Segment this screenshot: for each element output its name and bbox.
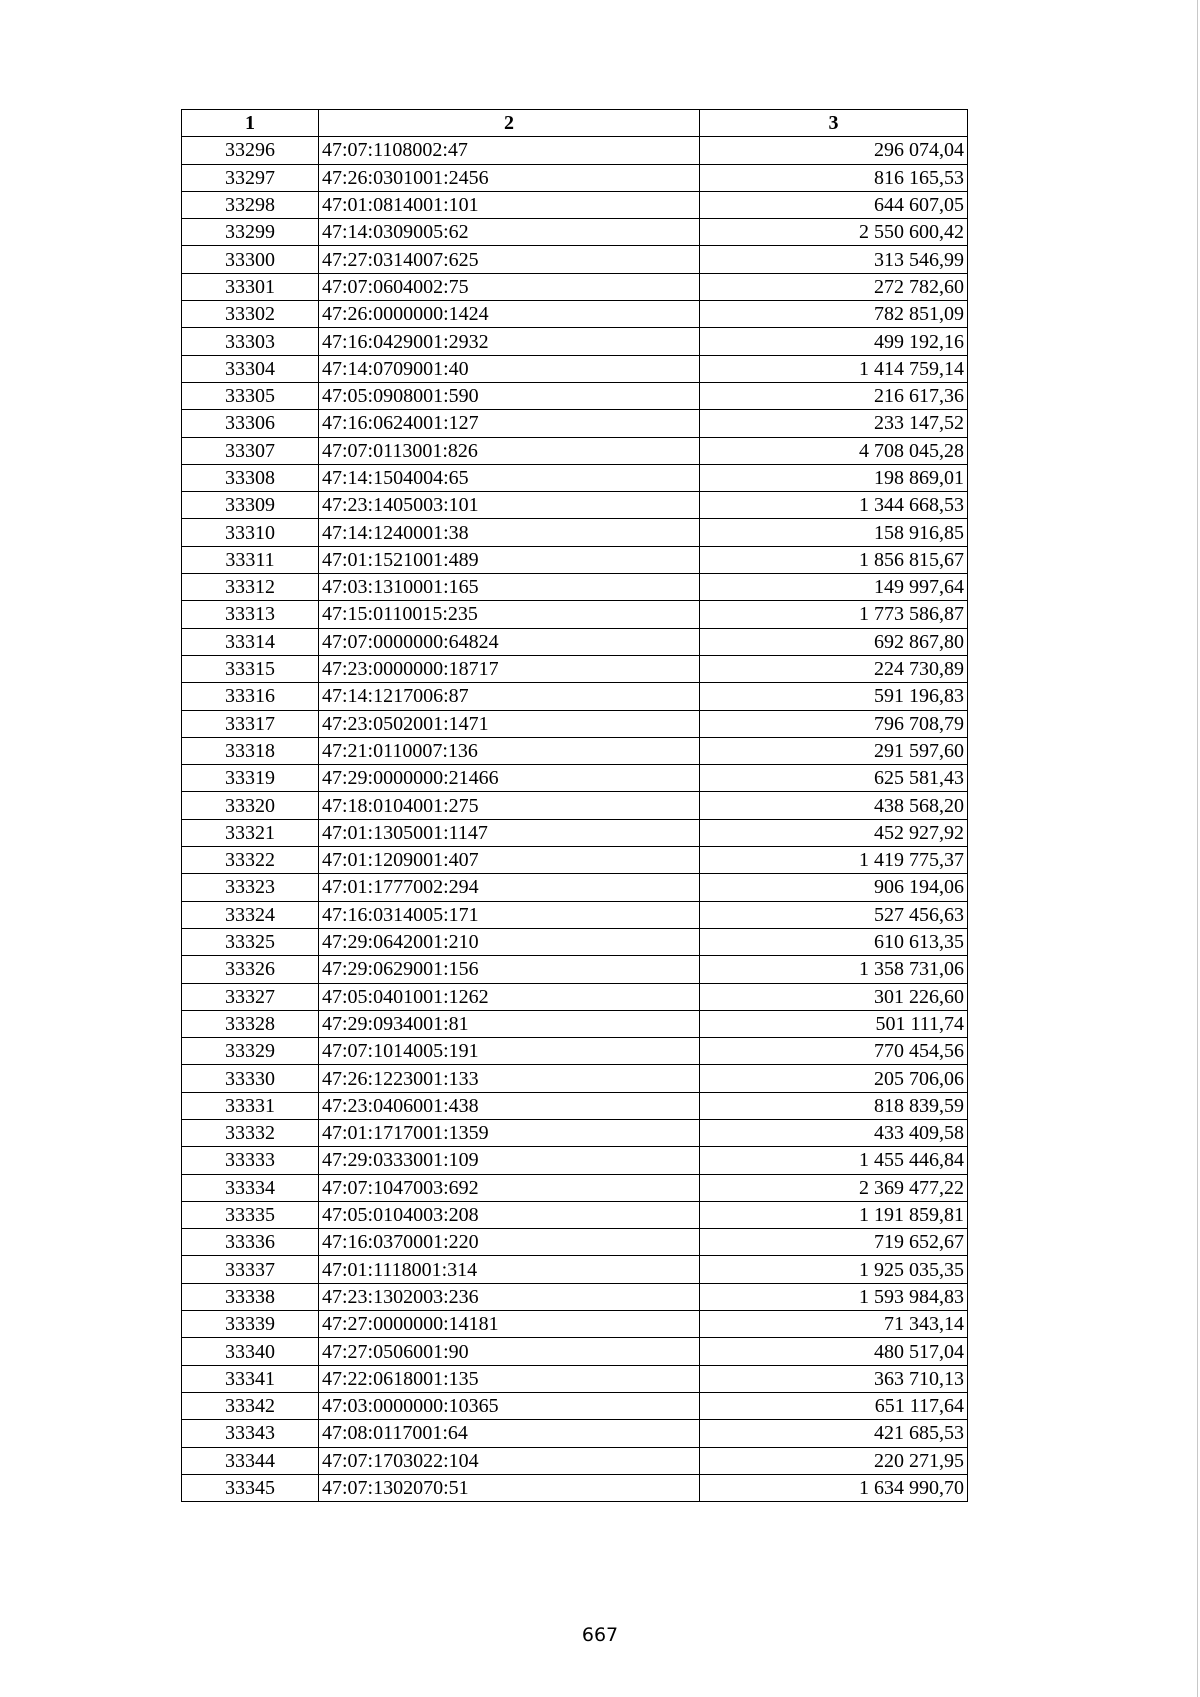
table-row bbox=[182, 519, 968, 546]
row-number-cell: 33316 bbox=[182, 683, 319, 710]
table-row bbox=[182, 601, 968, 628]
value-cell: 651 117,64 bbox=[700, 1392, 968, 1419]
row-number-cell: 33336 bbox=[182, 1229, 319, 1256]
table-row bbox=[182, 246, 968, 273]
value-cell: 1 358 731,06 bbox=[700, 956, 968, 983]
row-number-cell: 33302 bbox=[182, 301, 319, 328]
row-number-cell: 33326 bbox=[182, 956, 319, 983]
cadastral-number-cell: 47:14:1504004:65 bbox=[319, 464, 700, 491]
value-cell: 363 710,13 bbox=[700, 1365, 968, 1392]
cadastral-number-cell: 47:14:0309005:62 bbox=[319, 219, 700, 246]
cadastral-number-cell: 47:22:0618001:135 bbox=[319, 1365, 700, 1392]
table-row bbox=[182, 983, 968, 1010]
table-row bbox=[182, 219, 968, 246]
value-cell: 625 581,43 bbox=[700, 765, 968, 792]
registry-table bbox=[181, 109, 968, 1502]
cadastral-number-cell: 47:15:0110015:235 bbox=[319, 601, 700, 628]
cadastral-number-cell: 47:29:0000000:21466 bbox=[319, 765, 700, 792]
cadastral-number-cell: 47:07:1014005:191 bbox=[319, 1038, 700, 1065]
row-number-cell: 33331 bbox=[182, 1092, 319, 1119]
cadastral-number-cell: 47:01:0814001:101 bbox=[319, 191, 700, 218]
row-number-cell: 33310 bbox=[182, 519, 319, 546]
cadastral-number-cell: 47:27:0314007:625 bbox=[319, 246, 700, 273]
row-number-cell: 33323 bbox=[182, 874, 319, 901]
cadastral-number-cell: 47:07:0113001:826 bbox=[319, 437, 700, 464]
table-body bbox=[182, 137, 968, 1502]
value-cell: 1 191 859,81 bbox=[700, 1201, 968, 1228]
cadastral-number-cell: 47:05:0104003:208 bbox=[319, 1201, 700, 1228]
row-number-cell: 33333 bbox=[182, 1147, 319, 1174]
value-cell: 1 773 586,87 bbox=[700, 601, 968, 628]
row-number-cell: 33342 bbox=[182, 1392, 319, 1419]
row-number-cell: 33304 bbox=[182, 355, 319, 382]
row-number-cell: 33337 bbox=[182, 1256, 319, 1283]
row-number-cell: 33319 bbox=[182, 765, 319, 792]
cadastral-number-cell: 47:07:1047003:692 bbox=[319, 1174, 700, 1201]
value-cell: 527 456,63 bbox=[700, 901, 968, 928]
value-cell: 1 419 775,37 bbox=[700, 847, 968, 874]
row-number-cell: 33320 bbox=[182, 792, 319, 819]
table-row bbox=[182, 328, 968, 355]
row-number-cell: 33308 bbox=[182, 464, 319, 491]
value-cell: 149 997,64 bbox=[700, 574, 968, 601]
table-row bbox=[182, 164, 968, 191]
value-cell: 4 708 045,28 bbox=[700, 437, 968, 464]
value-cell: 906 194,06 bbox=[700, 874, 968, 901]
cadastral-number-cell: 47:07:1108002:47 bbox=[319, 137, 700, 164]
value-cell: 438 568,20 bbox=[700, 792, 968, 819]
table-row bbox=[182, 765, 968, 792]
row-number-cell: 33312 bbox=[182, 574, 319, 601]
table-row bbox=[182, 956, 968, 983]
row-number-cell: 33324 bbox=[182, 901, 319, 928]
row-number-cell: 33315 bbox=[182, 655, 319, 682]
table-row bbox=[182, 1201, 968, 1228]
row-number-cell: 33307 bbox=[182, 437, 319, 464]
value-cell: 816 165,53 bbox=[700, 164, 968, 191]
value-cell: 1 593 984,83 bbox=[700, 1283, 968, 1310]
value-cell: 499 192,16 bbox=[700, 328, 968, 355]
table-row bbox=[182, 1065, 968, 1092]
row-number-cell: 33305 bbox=[182, 382, 319, 409]
value-cell: 1 455 446,84 bbox=[700, 1147, 968, 1174]
table-header bbox=[182, 110, 968, 137]
value-cell: 313 546,99 bbox=[700, 246, 968, 273]
row-number-cell: 33330 bbox=[182, 1065, 319, 1092]
value-cell: 1 925 035,35 bbox=[700, 1256, 968, 1283]
cadastral-number-cell: 47:26:0000000:1424 bbox=[319, 301, 700, 328]
cadastral-number-cell: 47:27:0000000:14181 bbox=[319, 1311, 700, 1338]
table-row bbox=[182, 1447, 968, 1474]
column-header-1: 1 bbox=[182, 110, 319, 137]
cadastral-number-cell: 47:14:1217006:87 bbox=[319, 683, 700, 710]
cadastral-number-cell: 47:05:0401001:1262 bbox=[319, 983, 700, 1010]
row-number-cell: 33306 bbox=[182, 410, 319, 437]
value-cell: 216 617,36 bbox=[700, 382, 968, 409]
table-row bbox=[182, 273, 968, 300]
table-row bbox=[182, 137, 968, 164]
table-row bbox=[182, 1174, 968, 1201]
table-row bbox=[182, 410, 968, 437]
value-cell: 1 856 815,67 bbox=[700, 546, 968, 573]
table-row bbox=[182, 191, 968, 218]
table-row bbox=[182, 546, 968, 573]
row-number-cell: 33325 bbox=[182, 928, 319, 955]
cadastral-number-cell: 47:26:1223001:133 bbox=[319, 1065, 700, 1092]
row-number-cell: 33344 bbox=[182, 1447, 319, 1474]
value-cell: 501 111,74 bbox=[700, 1010, 968, 1037]
row-number-cell: 33309 bbox=[182, 492, 319, 519]
cadastral-number-cell: 47:01:1305001:1147 bbox=[319, 819, 700, 846]
row-number-cell: 33303 bbox=[182, 328, 319, 355]
cadastral-number-cell: 47:01:1717001:1359 bbox=[319, 1119, 700, 1146]
cadastral-number-cell: 47:01:1777002:294 bbox=[319, 874, 700, 901]
cadastral-number-cell: 47:16:0314005:171 bbox=[319, 901, 700, 928]
cadastral-number-cell: 47:23:1302003:236 bbox=[319, 1283, 700, 1310]
cadastral-number-cell: 47:29:0642001:210 bbox=[319, 928, 700, 955]
cadastral-number-cell: 47:07:0000000:64824 bbox=[319, 628, 700, 655]
row-number-cell: 33314 bbox=[182, 628, 319, 655]
row-number-cell: 33313 bbox=[182, 601, 319, 628]
value-cell: 224 730,89 bbox=[700, 655, 968, 682]
row-number-cell: 33341 bbox=[182, 1365, 319, 1392]
value-cell: 1 634 990,70 bbox=[700, 1474, 968, 1501]
row-number-cell: 33297 bbox=[182, 164, 319, 191]
value-cell: 198 869,01 bbox=[700, 464, 968, 491]
cadastral-number-cell: 47:07:1703022:104 bbox=[319, 1447, 700, 1474]
table-row bbox=[182, 1119, 968, 1146]
value-cell: 421 685,53 bbox=[700, 1420, 968, 1447]
cadastral-number-cell: 47:07:1302070:51 bbox=[319, 1474, 700, 1501]
table-row bbox=[182, 1147, 968, 1174]
row-number-cell: 33327 bbox=[182, 983, 319, 1010]
value-cell: 591 196,83 bbox=[700, 683, 968, 710]
value-cell: 71 343,14 bbox=[700, 1311, 968, 1338]
table-row bbox=[182, 1256, 968, 1283]
row-number-cell: 33339 bbox=[182, 1311, 319, 1338]
cadastral-number-cell: 47:05:0908001:590 bbox=[319, 382, 700, 409]
cadastral-number-cell: 47:16:0429001:2932 bbox=[319, 328, 700, 355]
value-cell: 233 147,52 bbox=[700, 410, 968, 437]
cadastral-number-cell: 47:03:0000000:10365 bbox=[319, 1392, 700, 1419]
row-number-cell: 33296 bbox=[182, 137, 319, 164]
row-number-cell: 33340 bbox=[182, 1338, 319, 1365]
table-row bbox=[182, 1338, 968, 1365]
page-number: 667 bbox=[581, 1624, 619, 1646]
row-number-cell: 33321 bbox=[182, 819, 319, 846]
table-row bbox=[182, 710, 968, 737]
table-row bbox=[182, 628, 968, 655]
page-edge-line bbox=[1197, 0, 1198, 1697]
value-cell: 644 607,05 bbox=[700, 191, 968, 218]
cadastral-number-cell: 47:08:0117001:64 bbox=[319, 1420, 700, 1447]
value-cell: 2 369 477,22 bbox=[700, 1174, 968, 1201]
value-cell: 291 597,60 bbox=[700, 737, 968, 764]
value-cell: 272 782,60 bbox=[700, 273, 968, 300]
value-cell: 796 708,79 bbox=[700, 710, 968, 737]
table-row bbox=[182, 847, 968, 874]
table-row bbox=[182, 382, 968, 409]
cadastral-number-cell: 47:01:1118001:314 bbox=[319, 1256, 700, 1283]
table-row bbox=[182, 874, 968, 901]
table-row bbox=[182, 1010, 968, 1037]
cadastral-number-cell: 47:23:0502001:1471 bbox=[319, 710, 700, 737]
cadastral-number-cell: 47:29:0629001:156 bbox=[319, 956, 700, 983]
row-number-cell: 33345 bbox=[182, 1474, 319, 1501]
table-row bbox=[182, 1283, 968, 1310]
table-row bbox=[182, 737, 968, 764]
cadastral-number-cell: 47:27:0506001:90 bbox=[319, 1338, 700, 1365]
table-row bbox=[182, 437, 968, 464]
table-row bbox=[182, 655, 968, 682]
row-number-cell: 33329 bbox=[182, 1038, 319, 1065]
value-cell: 2 550 600,42 bbox=[700, 219, 968, 246]
cadastral-number-cell: 47:18:0104001:275 bbox=[319, 792, 700, 819]
table-row bbox=[182, 574, 968, 601]
cadastral-number-cell: 47:23:1405003:101 bbox=[319, 492, 700, 519]
table-row bbox=[182, 355, 968, 382]
table-row bbox=[182, 792, 968, 819]
row-number-cell: 33328 bbox=[182, 1010, 319, 1037]
cadastral-number-cell: 47:16:0370001:220 bbox=[319, 1229, 700, 1256]
row-number-cell: 33343 bbox=[182, 1420, 319, 1447]
table-row bbox=[182, 1420, 968, 1447]
row-number-cell: 33318 bbox=[182, 737, 319, 764]
cadastral-number-cell: 47:21:0110007:136 bbox=[319, 737, 700, 764]
row-number-cell: 33322 bbox=[182, 847, 319, 874]
table-row bbox=[182, 901, 968, 928]
column-header-2: 2 bbox=[319, 110, 700, 137]
cadastral-number-cell: 47:23:0000000:18717 bbox=[319, 655, 700, 682]
cadastral-number-cell: 47:03:1310001:165 bbox=[319, 574, 700, 601]
cadastral-number-cell: 47:29:0333001:109 bbox=[319, 1147, 700, 1174]
row-number-cell: 33300 bbox=[182, 246, 319, 273]
table-row bbox=[182, 683, 968, 710]
cadastral-number-cell: 47:23:0406001:438 bbox=[319, 1092, 700, 1119]
value-cell: 1 344 668,53 bbox=[700, 492, 968, 519]
cadastral-number-cell: 47:16:0624001:127 bbox=[319, 410, 700, 437]
table-row bbox=[182, 928, 968, 955]
value-cell: 220 271,95 bbox=[700, 1447, 968, 1474]
value-cell: 158 916,85 bbox=[700, 519, 968, 546]
value-cell: 818 839,59 bbox=[700, 1092, 968, 1119]
row-number-cell: 33334 bbox=[182, 1174, 319, 1201]
table-row bbox=[182, 1392, 968, 1419]
header-row bbox=[182, 110, 968, 137]
row-number-cell: 33298 bbox=[182, 191, 319, 218]
table-row bbox=[182, 1311, 968, 1338]
table-row bbox=[182, 1092, 968, 1119]
row-number-cell: 33317 bbox=[182, 710, 319, 737]
value-cell: 1 414 759,14 bbox=[700, 355, 968, 382]
value-cell: 770 454,56 bbox=[700, 1038, 968, 1065]
table-row bbox=[182, 464, 968, 491]
cadastral-number-cell: 47:01:1209001:407 bbox=[319, 847, 700, 874]
table-row bbox=[182, 1038, 968, 1065]
row-number-cell: 33338 bbox=[182, 1283, 319, 1310]
table-row bbox=[182, 1474, 968, 1501]
row-number-cell: 33335 bbox=[182, 1201, 319, 1228]
table-row bbox=[182, 301, 968, 328]
value-cell: 719 652,67 bbox=[700, 1229, 968, 1256]
table-row bbox=[182, 492, 968, 519]
row-number-cell: 33299 bbox=[182, 219, 319, 246]
table-row bbox=[182, 1229, 968, 1256]
table-row bbox=[182, 1365, 968, 1392]
value-cell: 296 074,04 bbox=[700, 137, 968, 164]
value-cell: 452 927,92 bbox=[700, 819, 968, 846]
cadastral-number-cell: 47:01:1521001:489 bbox=[319, 546, 700, 573]
cadastral-number-cell: 47:07:0604002:75 bbox=[319, 273, 700, 300]
row-number-cell: 33301 bbox=[182, 273, 319, 300]
value-cell: 205 706,06 bbox=[700, 1065, 968, 1092]
cadastral-number-cell: 47:29:0934001:81 bbox=[319, 1010, 700, 1037]
cadastral-number-cell: 47:26:0301001:2456 bbox=[319, 164, 700, 191]
table-row bbox=[182, 819, 968, 846]
cadastral-number-cell: 47:14:0709001:40 bbox=[319, 355, 700, 382]
value-cell: 782 851,09 bbox=[700, 301, 968, 328]
value-cell: 433 409,58 bbox=[700, 1119, 968, 1146]
value-cell: 692 867,80 bbox=[700, 628, 968, 655]
row-number-cell: 33311 bbox=[182, 546, 319, 573]
value-cell: 480 517,04 bbox=[700, 1338, 968, 1365]
row-number-cell: 33332 bbox=[182, 1119, 319, 1146]
cadastral-number-cell: 47:14:1240001:38 bbox=[319, 519, 700, 546]
column-header-3: 3 bbox=[700, 110, 968, 137]
value-cell: 610 613,35 bbox=[700, 928, 968, 955]
value-cell: 301 226,60 bbox=[700, 983, 968, 1010]
